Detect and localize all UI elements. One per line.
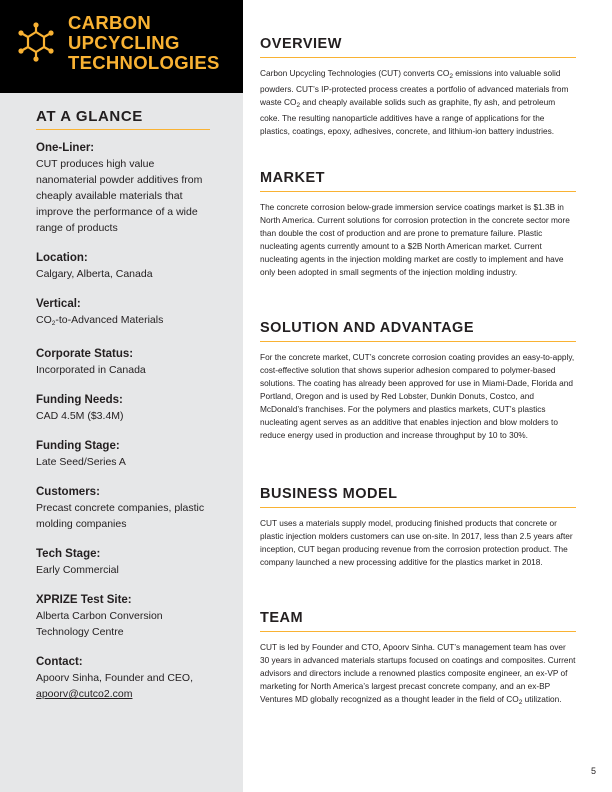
brand-header xyxy=(0,0,243,93)
company-name-line-1: CARBON xyxy=(68,12,151,33)
glance-item-contact xyxy=(36,655,216,702)
glance-label: Funding Stage: xyxy=(36,440,120,452)
section-body xyxy=(260,67,576,138)
section-body: CUT uses a materials supply model, producing finished products that concrete or plastic injection molders customers can use on-site. In 2017, less than 2.5 years after inception, CUT began producing revenue from the corrosion protection product. The company launched a new processing additive for the plastics market in 2018. xyxy=(260,518,573,567)
glance-item-customers xyxy=(36,485,216,532)
text-run: Carbon Upcycling Technologies (CUT) converts CO xyxy=(260,68,450,78)
text-run: and cheaply available solids such as graphite, fly ash, and petroleum coke. The resulting nanoparticle additives have a range of applications for the plastics, coatings, epoxy, adhesives, concrete, and lithium-ion battery industries. xyxy=(260,97,556,136)
co2-subscript: 2 xyxy=(449,73,453,80)
glance-value: Incorporated in Canada xyxy=(36,364,146,376)
glance-value: Late Seed/Series A xyxy=(36,456,126,468)
value-subscript: 2 xyxy=(51,320,56,327)
section-team xyxy=(260,610,576,709)
page-number: 5 xyxy=(591,766,597,776)
value-post: -to-Advanced Materials xyxy=(55,314,164,326)
section-body: The concrete corrosion below-grade immersion service coatings market is $1.3B in North America. Current solutions for corrosion protection in the concrete sector more than double the cost of production and are prone to premature failure. Plastic nucleating agents currently amount to a $2B North American market. Current nucleating agents in the injection molding market are costly to implement and have only been adopted in small segments of the injection molding industry. xyxy=(260,202,570,277)
glance-value xyxy=(36,312,216,332)
glance-value: CUT produces high value nanomaterial powder additives from cheaply available materials that improve the performance of a wide range of products xyxy=(36,158,203,234)
glance-label: Vertical: xyxy=(36,298,81,310)
glance-value-link-row xyxy=(36,686,216,702)
glance-value: Early Commercial xyxy=(36,564,119,576)
glance-item-test-site xyxy=(36,593,216,640)
glance-value: Alberta Carbon Conversion Technology Centre xyxy=(36,610,163,638)
section-divider xyxy=(260,57,576,58)
section-heading: MARKET xyxy=(260,170,326,186)
glance-item-one-liner xyxy=(36,141,216,236)
sidebar xyxy=(0,0,243,792)
co2-subscript: 2 xyxy=(518,699,523,706)
glance-item-funding-needs xyxy=(36,393,216,424)
glance-label: Contact: xyxy=(36,656,83,668)
glance-item-vertical xyxy=(36,297,216,332)
section-divider xyxy=(260,507,576,508)
company-name-line-2: UPCYCLING xyxy=(68,32,180,53)
glance-list xyxy=(36,141,216,717)
glance-value: CAD 4.5M ($3.4M) xyxy=(36,410,124,422)
company-name-line-3: TECHNOLOGIES xyxy=(68,52,220,73)
section-overview xyxy=(260,36,576,138)
glance-divider xyxy=(36,129,210,130)
glance-label: XPRIZE Test Site: xyxy=(36,594,132,606)
glance-label: Tech Stage: xyxy=(36,548,101,560)
text-run: CUT is led by Founder and CTO, Apoorv Sinha. CUT’s management team has over 30 years in advanced materials startups focused on coatings and composites. Current advisors and directors include a renowned plastics composite engineer, an ex-VP of marketing for North America’s largest precast concrete company, and an ex-BP Ventures MD globally recognized as a thought leader in the field of CO xyxy=(260,642,576,704)
section-heading: SOLUTION AND ADVANTAGE xyxy=(260,320,474,336)
glance-value: Calgary, Alberta, Canada xyxy=(36,268,153,280)
company-name xyxy=(68,13,238,73)
glance-label: Corporate Status: xyxy=(36,348,134,360)
glance-item-tech-stage xyxy=(36,547,216,578)
section-heading: BUSINESS MODEL xyxy=(260,486,398,502)
text-run: emissions into valuable solid powders. CUT’s IP-protected process creates a portfolio of advanced materials from waste CO xyxy=(260,68,569,107)
glance-label: Customers: xyxy=(36,486,100,498)
glance-label: One-Liner: xyxy=(36,142,95,154)
section-divider xyxy=(260,631,576,632)
molecule-icon xyxy=(17,22,55,62)
section-body xyxy=(260,641,576,709)
section-heading: OVERVIEW xyxy=(260,36,342,52)
glance-value: Apoorv Sinha, Founder and CEO, xyxy=(36,672,194,684)
section-body: For the concrete market, CUT’s concrete corrosion coating provides an easy-to-apply, cost-effective solution that shows superior adhesion compared to polymer-based solutions. The coating has already been approved for use in Miami-Dade, Florida and Portland, Oregon and is used by Red Lobster, Dunkin Donuts, Costco, and McDonald’s franchises. For the polymers and plastics markets, CUT’s plastics nucleating agent serves as an additive that enables injection and blow molders to reduce energy used in production and increase throughput by 10 to 30%. xyxy=(260,352,575,440)
section-divider xyxy=(260,191,576,192)
section-business-model xyxy=(260,486,576,569)
section-solution xyxy=(260,320,576,442)
glance-label: Funding Needs: xyxy=(36,394,123,406)
section-heading: TEAM xyxy=(260,610,304,626)
contact-email-link[interactable]: apoorv@cutco2.com xyxy=(36,688,133,700)
section-market xyxy=(260,170,576,279)
glance-item-corporate-status xyxy=(36,347,216,378)
glance-item-location xyxy=(36,251,216,282)
section-divider xyxy=(260,341,576,342)
glance-label: Location: xyxy=(36,252,88,264)
glance-value: Precast concrete companies, plastic molding companies xyxy=(36,502,205,530)
glance-item-funding-stage xyxy=(36,439,216,470)
glance-heading: AT A GLANCE xyxy=(36,108,143,125)
co2-subscript: 2 xyxy=(296,102,301,109)
text-run: utilization. xyxy=(522,694,562,704)
value-pre: CO xyxy=(36,314,52,326)
